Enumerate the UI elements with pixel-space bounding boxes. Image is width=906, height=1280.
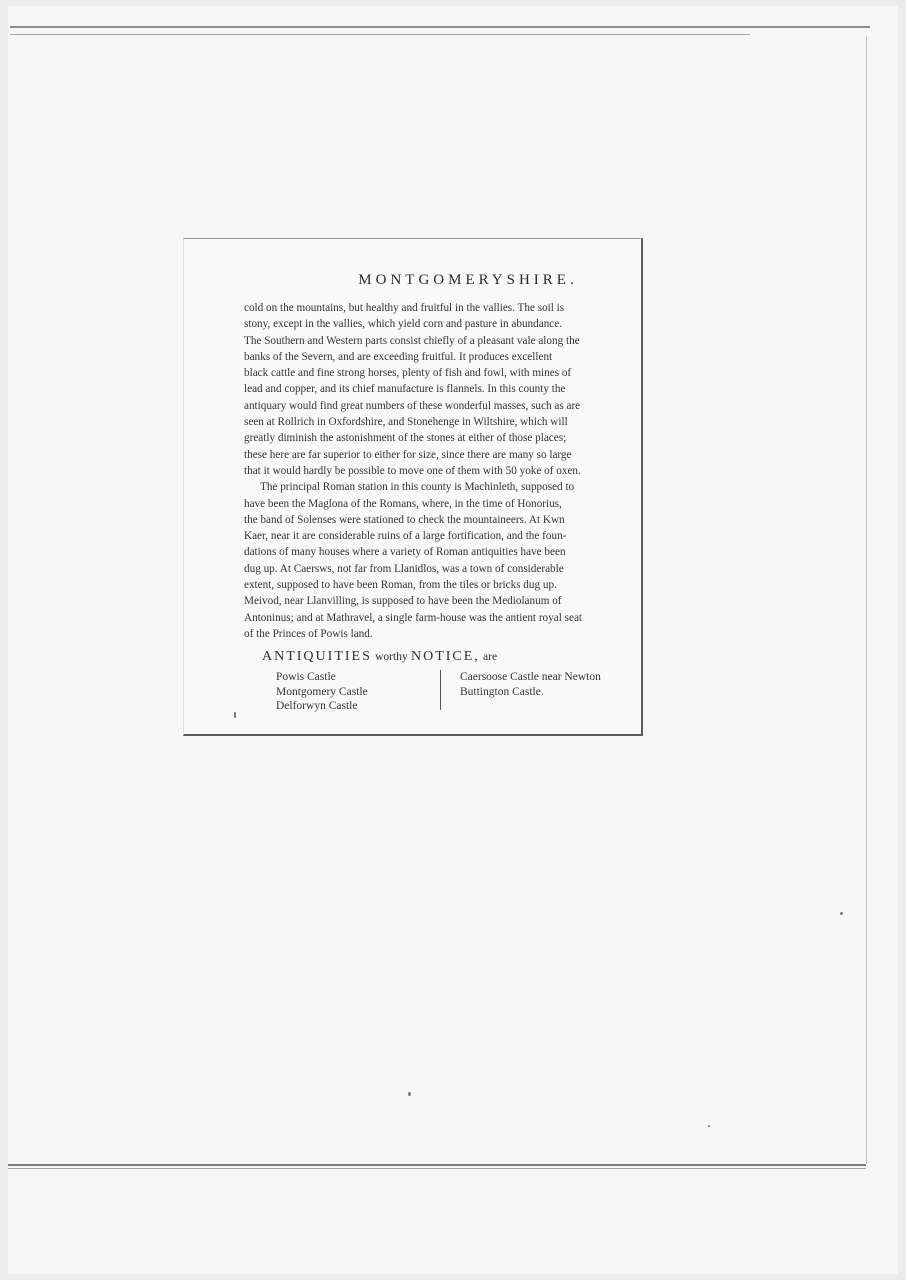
bottom-rule-secondary bbox=[8, 1168, 866, 1169]
text-line: extent, supposed to have been Roman, from the tiles or bricks dug up. bbox=[244, 579, 557, 592]
heading-are: are bbox=[483, 651, 498, 663]
text-line: dations of many houses where a variety of Roman antiquities have been bbox=[244, 546, 566, 559]
text-line: Antoninus; and at Mathravel, a single farm-house was the antient royal seat bbox=[244, 611, 583, 624]
bottom-rule bbox=[8, 1164, 866, 1166]
text-line: greatly diminish the astonishment of the stones at either of those places; bbox=[244, 432, 567, 445]
page-title: MONTGOMERYSHIRE. bbox=[358, 272, 578, 288]
text-line: dug up. At Caersws, not far from Llanidlos, was a town of considerable bbox=[244, 562, 564, 575]
text-line: antiquary would find great numbers of these wonderful masses, such as are bbox=[244, 399, 581, 412]
heading-antiquities: ANTIQUITIES bbox=[262, 649, 372, 664]
antiquities-heading bbox=[262, 648, 642, 665]
text-line: stony, except in the vallies, which yield corn and pasture in abundance. bbox=[244, 318, 563, 331]
text-line: The Southern and Western parts consist chiefly of a pleasant vale along the bbox=[244, 334, 580, 347]
heading-notice: NOTICE, bbox=[410, 649, 480, 664]
antiquities-list-right bbox=[460, 670, 640, 699]
text-line: black cattle and fine strong horses, plenty of fish and fowl, with mines of bbox=[244, 367, 572, 380]
text-line: that it would hardly be possible to move one of them with 50 yoke of oxen. bbox=[244, 464, 581, 477]
text-line: lead and copper, and its chief manufacture is flannels. In this county the bbox=[244, 383, 566, 396]
heading-worthy: worthy bbox=[375, 651, 408, 663]
paragraph-2 bbox=[244, 479, 644, 642]
ink-speck bbox=[840, 912, 843, 915]
text-line: cold on the mountains, but healthy and fruitful in the vallies. The soil is bbox=[244, 302, 565, 314]
text-line: the band of Solenses were stationed to check the mountaineers. At Kwn bbox=[244, 513, 565, 526]
top-rule-secondary bbox=[10, 34, 750, 35]
text-line: Meivod, near Llanvilling, is supposed to have been the Mediolanum of bbox=[244, 595, 562, 608]
antiquities-list-left bbox=[276, 670, 436, 714]
top-rule bbox=[10, 26, 870, 28]
list-item: Buttington Castle. bbox=[460, 685, 544, 698]
body-text bbox=[244, 300, 644, 642]
list-item: Powis Castle bbox=[276, 671, 336, 683]
sheet-right-edge bbox=[866, 36, 867, 1164]
list-item: Caersoose Castle near Newton bbox=[460, 671, 601, 683]
column-divider bbox=[440, 670, 441, 710]
text-line: of the Princes of Powis land. bbox=[244, 627, 373, 640]
text-line: seen at Rollrich in Oxfordshire, and Stonehenge in Wiltshire, which will bbox=[244, 416, 568, 429]
ink-speck bbox=[408, 1092, 411, 1096]
list-item: Montgomery Castle bbox=[276, 685, 368, 698]
list-item: Delforwyn Castle bbox=[276, 700, 358, 712]
ink-speck bbox=[708, 1125, 710, 1127]
paragraph-1 bbox=[244, 300, 644, 479]
text-line: Kaer, near it are considerable ruins of a large fortification, and the foun- bbox=[244, 530, 567, 543]
ink-speck bbox=[234, 712, 236, 718]
text-line: these here are far superior to either for size, since there are many so large bbox=[244, 448, 572, 461]
text-line: have been the Maglona of the Romans, where, in the time of Honorius, bbox=[244, 497, 562, 510]
text-line: The principal Roman station in this county is Machinleth, supposed to bbox=[260, 481, 575, 494]
text-line: banks of the Severn, and are exceeding fruitful. It produces excellent bbox=[244, 350, 553, 363]
